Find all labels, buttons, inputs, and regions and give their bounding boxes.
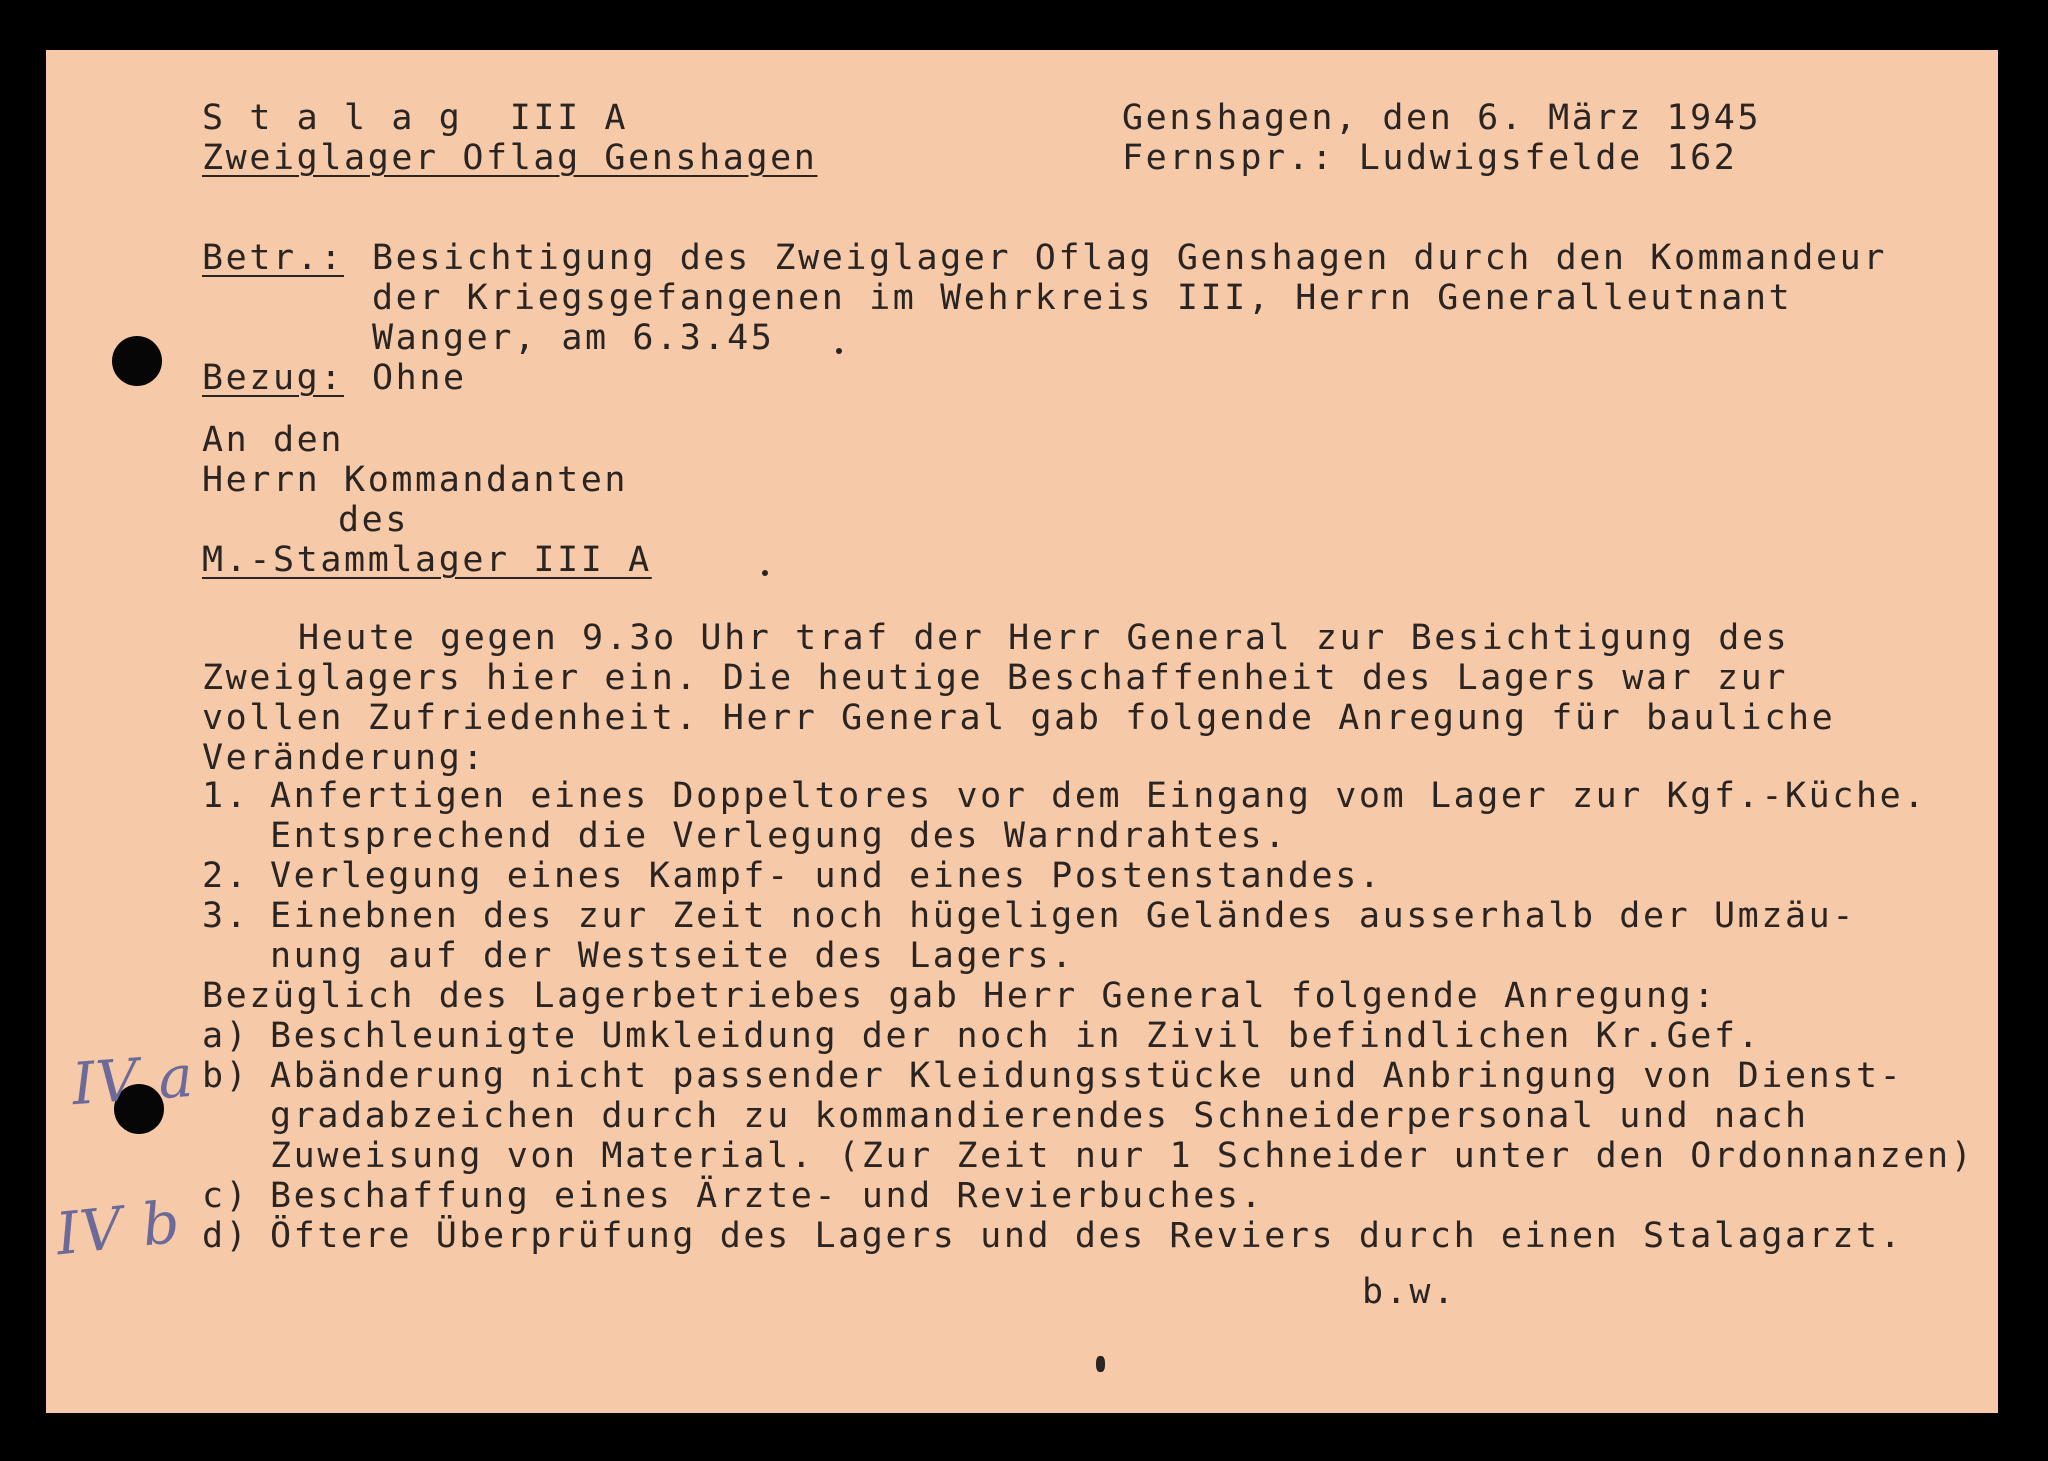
ink-mark bbox=[1096, 1356, 1105, 1372]
list-marker: 2. bbox=[202, 856, 250, 896]
document-page bbox=[46, 50, 1998, 1413]
phone-number: Fernspr.: Ludwigsfelde 162 bbox=[1122, 138, 1738, 178]
body-line: Heute gegen 9.3o Uhr traf der Herr General zur Besichtigung des bbox=[298, 618, 1790, 658]
list-item-line: Verlegung eines Kampf- und eines Postenstandes. bbox=[270, 856, 1383, 896]
body-line: Bezüglich des Lagerbetriebes gab Herr General folgende Anregung: bbox=[202, 976, 1717, 1016]
place-date: Genshagen, den 6. März 1945 bbox=[1122, 98, 1762, 138]
list-marker: d) bbox=[202, 1216, 250, 1256]
recipient-line: des bbox=[338, 500, 410, 540]
recipient-line: An den bbox=[202, 420, 345, 460]
list-item-line: Anfertigen eines Doppeltores vor dem Eingang vom Lager zur Kgf.-Küche. bbox=[270, 776, 1928, 816]
body-line: vollen Zufriedenheit. Herr General gab folgende Anregung für bauliche bbox=[202, 698, 1836, 738]
list-marker: c) bbox=[202, 1176, 250, 1216]
body-line: Veränderung: bbox=[202, 738, 487, 778]
list-marker: 3. bbox=[202, 896, 250, 936]
recipient-camp: M.-Stammlager III A bbox=[202, 540, 652, 580]
camp-name: S t a l a g III A bbox=[202, 98, 629, 138]
list-item-line: Einebnen des zur Zeit noch hügeligen Geländes ausserhalb der Umzäu- bbox=[270, 896, 1857, 936]
list-item-line: Abänderung nicht passender Kleidungsstücke und Anbringung von Dienst- bbox=[270, 1056, 1904, 1096]
subject-line: Besichtigung des Zweiglager Oflag Genshagen durch den Kommandeur bbox=[372, 238, 1887, 278]
margin-note: IV a bbox=[69, 1041, 197, 1119]
ink-speck bbox=[836, 348, 842, 354]
list-item-line: nung auf der Westseite des Lagers. bbox=[270, 936, 1075, 976]
subject-line: Wanger, am 6.3.45 bbox=[372, 318, 775, 358]
margin-note: IV b bbox=[52, 1187, 184, 1269]
list-item-line: Zuweisung von Material. (Zur Zeit nur 1 Schneider unter den Ordonnanzen) bbox=[270, 1136, 1975, 1176]
subject-line: der Kriegsgefangenen im Wehrkreis III, Herrn Generalleutnant bbox=[372, 278, 1793, 318]
ink-speck bbox=[762, 570, 768, 576]
list-marker: a) bbox=[202, 1016, 250, 1056]
recipient-line: Herrn Kommandanten bbox=[202, 460, 629, 500]
subject-label: Betr.: bbox=[202, 238, 345, 278]
list-item-line: Beschaffung eines Ärzte- und Revierbuches. bbox=[270, 1176, 1265, 1216]
list-item-line: Öftere Überprüfung des Lagers und des Reviers durch einen Stalagarzt. bbox=[270, 1216, 1904, 1256]
list-item-line: Beschleunigte Umkleidung der noch in Zivil befindlichen Kr.Gef. bbox=[270, 1016, 1762, 1056]
punch-hole bbox=[112, 336, 162, 386]
list-marker: 1. bbox=[202, 776, 250, 816]
list-item-line: gradabzeichen durch zu kommandierendes Schneiderpersonal und nach bbox=[270, 1096, 1809, 1136]
list-marker: b) bbox=[202, 1056, 250, 1096]
continued-note: b.w. bbox=[1362, 1272, 1457, 1312]
reference-label: Bezug: bbox=[202, 358, 345, 398]
reference-value: Ohne bbox=[372, 358, 467, 398]
body-line: Zweiglagers hier ein. Die heutige Beschaffenheit des Lagers war zur bbox=[202, 658, 1789, 698]
sub-camp-name: Zweiglager Oflag Genshagen bbox=[202, 138, 818, 178]
list-item-line: Entsprechend die Verlegung des Warndrahtes. bbox=[270, 816, 1288, 856]
